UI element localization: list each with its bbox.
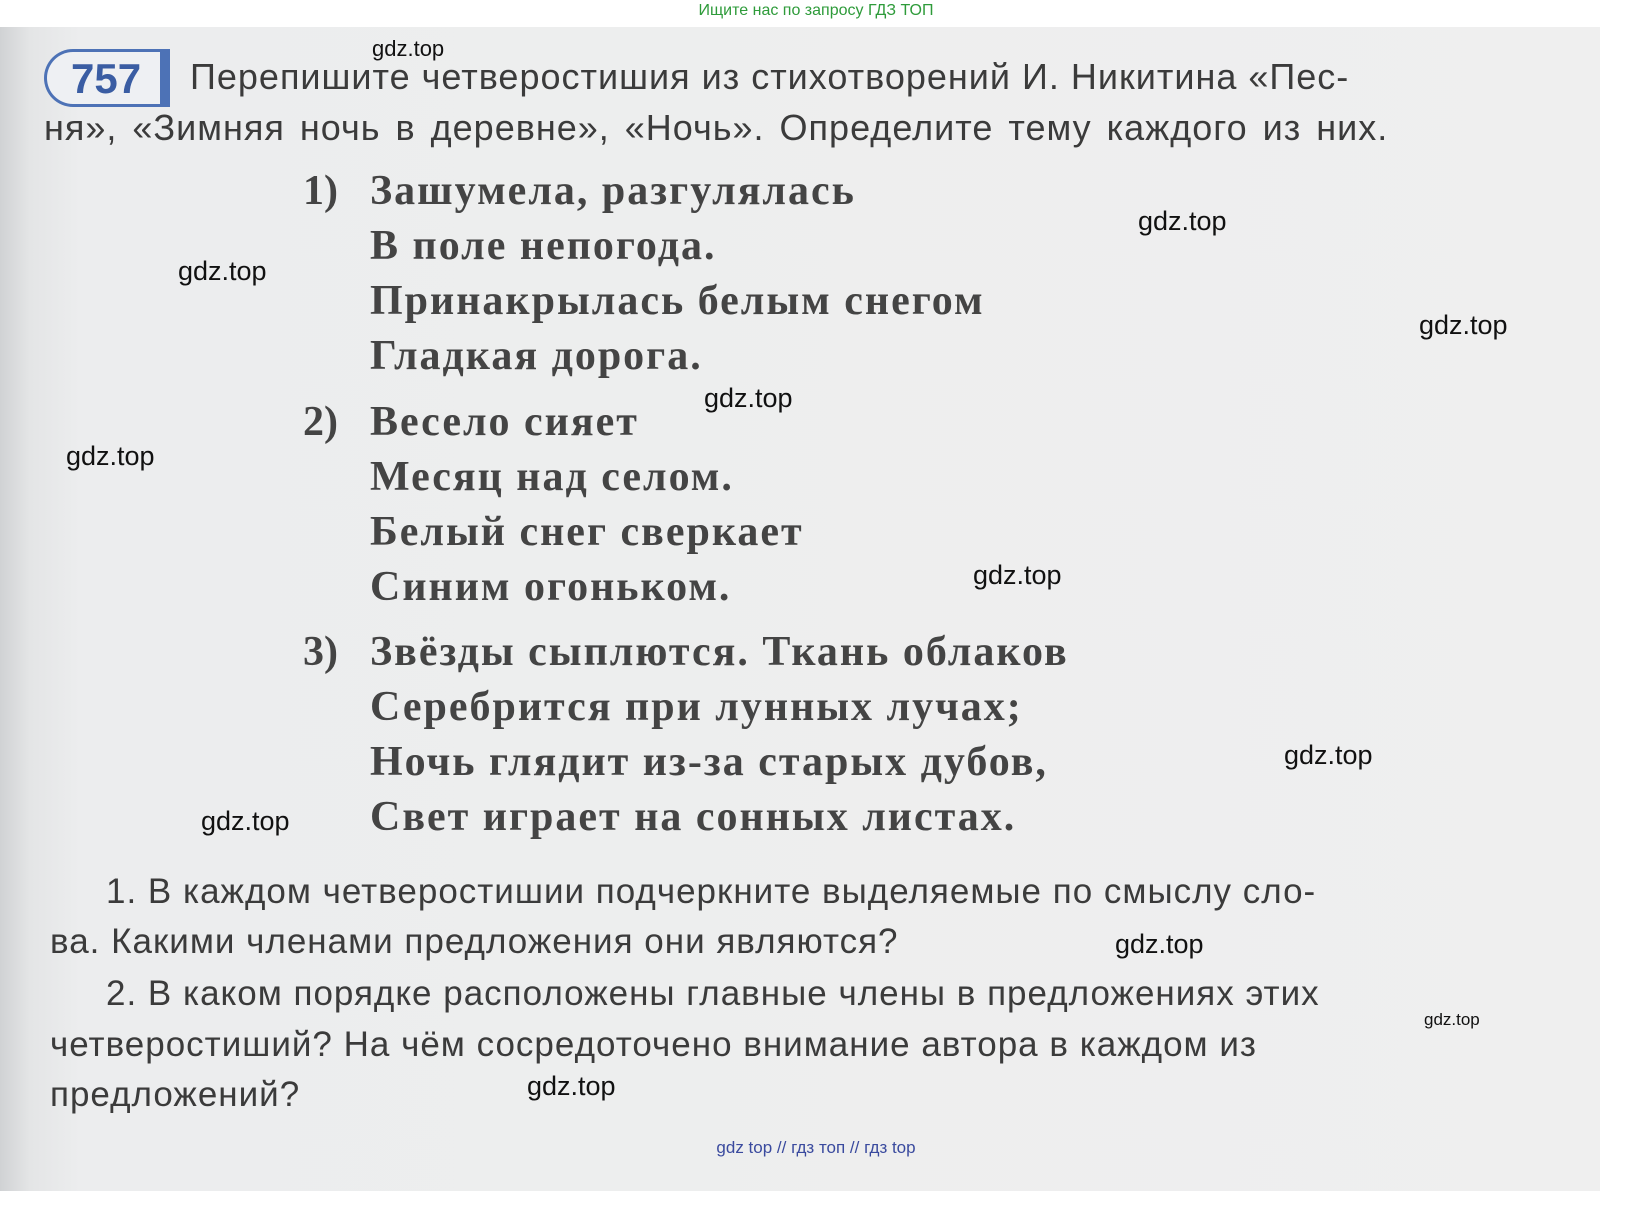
task-line-1: Перепишите четверостишия из стихотворений И. Никитина «Пес- xyxy=(190,56,1350,97)
poem-2-line-2: Месяц над селом. xyxy=(370,454,734,500)
top-banner: Ищите нас по запросу ГДЗ ТОП xyxy=(698,2,934,19)
question-line-4: четверостиший? На чём сосредоточено внимание автора в каждом из xyxy=(50,1025,1257,1064)
poem-1-label: 1) xyxy=(303,168,338,214)
poem-1-line-4: Гладкая дорога. xyxy=(370,333,703,379)
watermark: gdz.top xyxy=(372,36,445,61)
poem-3-line-1: Звёзды сыплются. Ткань облаков xyxy=(370,629,1069,675)
watermark: gdz.top xyxy=(527,1071,616,1101)
watermark: gdz.top xyxy=(1424,1010,1480,1029)
watermark: gdz.top xyxy=(973,560,1062,590)
poem-3-label: 3) xyxy=(303,629,338,675)
question-line-3: 2. В каком порядке расположены главные члены в предложениях этих xyxy=(106,974,1320,1013)
watermark: gdz.top xyxy=(1284,740,1373,770)
watermark: gdz.top xyxy=(1138,206,1227,236)
poem-1-line-3: Принакрылась белым снегом xyxy=(370,278,985,324)
task-line-2: ня», «Зимняя ночь в деревне», «Ночь». Определите тему каждого из них. xyxy=(44,107,1389,148)
watermark: gdz.top xyxy=(1115,929,1204,959)
watermark: gdz.top xyxy=(178,256,267,286)
watermark: gdz.top xyxy=(704,383,793,413)
question-line-1: 1. В каждом четверостишии подчеркните выделяемые по смыслу сло- xyxy=(106,872,1317,911)
poem-3-line-3: Ночь глядит из-за старых дубов, xyxy=(370,739,1048,785)
watermark: gdz.top xyxy=(66,441,155,471)
exercise-number: 757 xyxy=(71,55,142,102)
watermark: gdz.top xyxy=(201,806,290,836)
poem-1-line-2: В поле непогода. xyxy=(370,223,717,269)
poem-1-line-1: Зашумела, разгулялась xyxy=(370,168,856,214)
watermark: gdz.top xyxy=(1419,310,1508,340)
poem-3-line-2: Серебрится при лунных лучах; xyxy=(370,684,1023,730)
exercise-number-badge xyxy=(44,49,170,107)
poem-2-label: 2) xyxy=(303,399,338,445)
question-line-2: ва. Какими членами предложения они являются? xyxy=(50,922,899,961)
question-line-5: предложений? xyxy=(50,1075,301,1114)
bottom-banner: gdz top // гдз топ // гдз top xyxy=(716,1138,916,1157)
poem-2-line-3: Белый снег сверкает xyxy=(370,509,804,555)
poem-3-line-4: Свет играет на сонных листах. xyxy=(370,794,1017,840)
poem-2-line-1: Весело сияет xyxy=(370,399,639,445)
poem-2-line-4: Синим огоньком. xyxy=(370,564,732,610)
